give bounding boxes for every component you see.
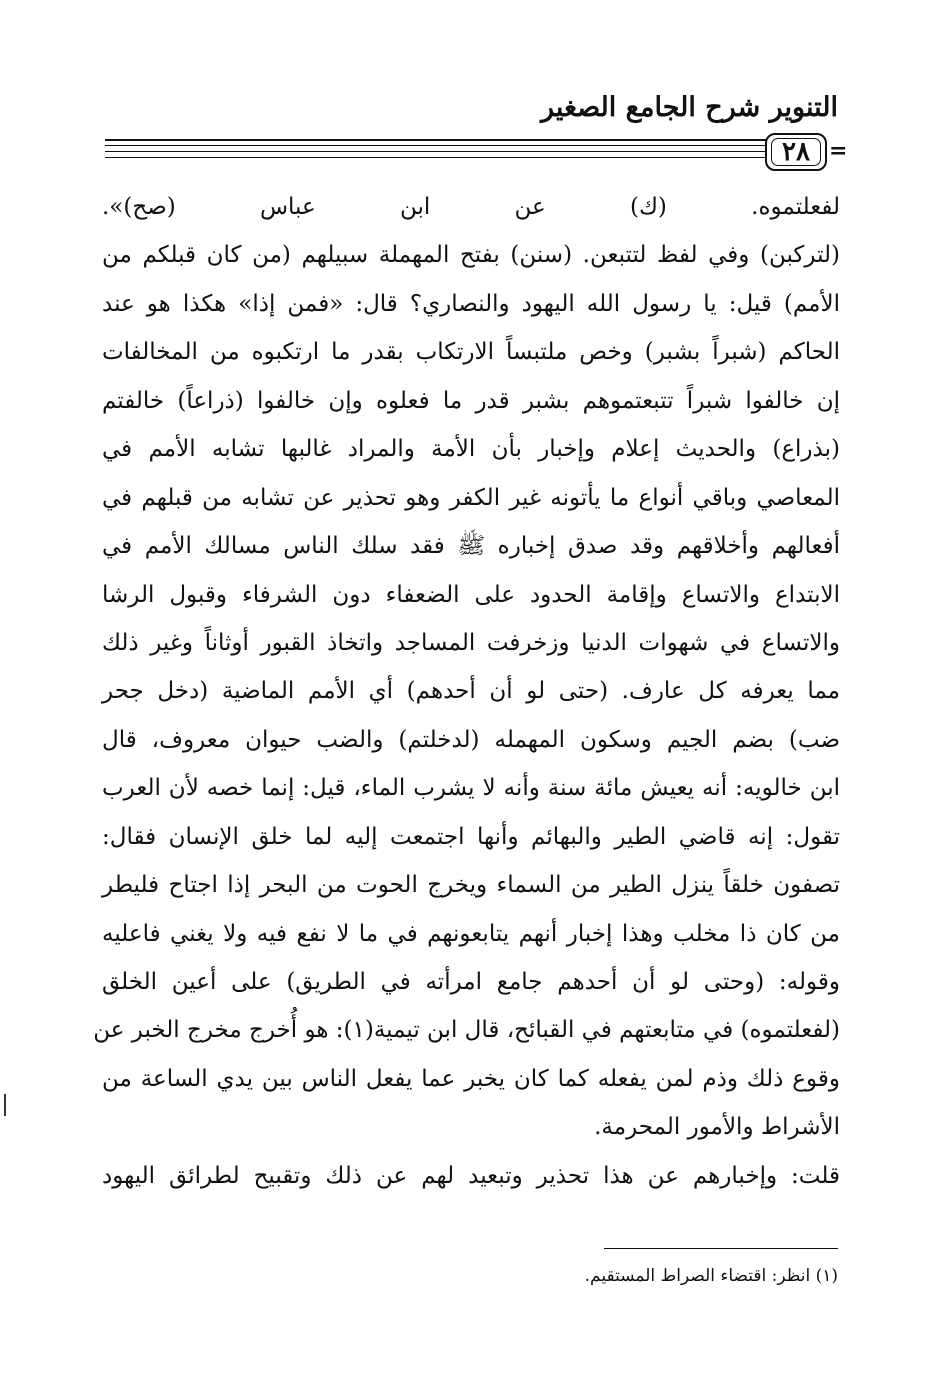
- text-line: إن خالفوا شبراً تتبعتموهم بشبر قدر ما فعلوه وإن خالفوا (ذراعاً) خالفتم: [102, 387, 840, 414]
- header-rule: [105, 151, 766, 152]
- text-line: قلت: وإخبارهم عن هذا تحذير وتبعيد لهم عن ذلك وتقبيح لطرائق اليهود: [102, 1162, 840, 1189]
- text-line: أفعالهم وأخلاقهم وقد صدق إخباره ﷺ فقد سلك الناس مسالك الأمم في: [102, 533, 840, 560]
- header-rule: [105, 145, 766, 146]
- running-title: التنوير شرح الجامع الصغير: [541, 92, 838, 123]
- text-line: من كان ذا مخلب وهذا إخبار أنهم يتابعونهم في ما لا نفع فيه ولا يغني فاعليه: [102, 920, 840, 947]
- text-line: الحاكم (شبراً بشبر) وخص ملتبساً الارتكاب بقدر ما ارتكبوه من المخالفات: [102, 339, 840, 366]
- scan-margin-mark: [4, 1094, 11, 1116]
- text-line: وقوله: (وحتى لو أن أحدهم جامع امرأته في الطريق) على أعين الخلق: [102, 969, 840, 995]
- footnote-separator: [604, 1248, 838, 1249]
- header-rule: [105, 139, 766, 141]
- text-line: (لفعلتموه) في متابعتهم في القبائح، قال ابن تيمية(١): هو أُخرج مخرج الخبر عن: [93, 1017, 840, 1044]
- text-line: الأمم) قيل: يا رسول الله اليهود والنصاري؟ قال: «فمن إذا» هكذا هو عند: [102, 290, 840, 317]
- page-number-frame: [765, 133, 827, 171]
- page-number: ٢٨: [782, 137, 810, 167]
- text-line: (لتركبن) وفي لفظ لتتبعن. (سنن) بفتح المهملة سبيلهم (من كان قبلكم من: [102, 242, 840, 269]
- text-line: الأشراط والأمور المحرمة.: [594, 1114, 840, 1141]
- text-line: ضب) بضم الجيم وسكون المهمله (لدخلتم) والضب حيوان معروف، قال: [102, 726, 840, 753]
- footnote: (١) انظر: اقتضاء الصراط المستقيم.: [584, 1266, 838, 1286]
- text-line: تقول: إنه قاضي الطير والبهائم وأنها اجتمعت إليه لما خلق الإنسان فقال:: [102, 823, 840, 850]
- text-line: وقوع ذلك وذم لمن يفعله كما كان يخبر عما يفعل الناس بين يدي الساعة من: [102, 1065, 840, 1092]
- text-line: مما يعرفه كل عارف. (حتى لو أن أحدهم) أي الأمم الماضية (دخل جحر: [102, 678, 840, 705]
- text-line: تصفون خلقاً ينزل الطير من السماء ويخرج الحوت من البحر إذا اجتاح فليطر: [102, 872, 840, 899]
- text-line: لفعلتموه. (ك) عن ابن عباس (صح)».: [102, 194, 840, 220]
- header-rule: [105, 157, 766, 158]
- text-line: ابن خالويه: أنه يعيش مائة سنة وأنه لا يشرب الماء، قيل: إنما خصه لأن العرب: [102, 775, 840, 802]
- text-line: الابتداع والاتساع وإقامة الحدود على الضعفاء دون الشرفاء وقبول الرشا: [102, 581, 840, 608]
- text-line: (بذراع) والحديث إعلام وإخبار بأن الأمة والمراد غالبها تشابه الأمم في: [102, 436, 840, 463]
- header-edge-mark: =: [829, 138, 848, 164]
- text-line: المعاصي وباقي أنواع ما يأتونه غير الكفر وهو تحذير عن تشابه من قبلهم في: [102, 484, 840, 511]
- main-text: [93, 183, 840, 1200]
- text-line: والاتساع في شهوات الدنيا وزخرفت المساجد واتخاذ القبور أوثاناً وغير ذلك: [102, 629, 840, 656]
